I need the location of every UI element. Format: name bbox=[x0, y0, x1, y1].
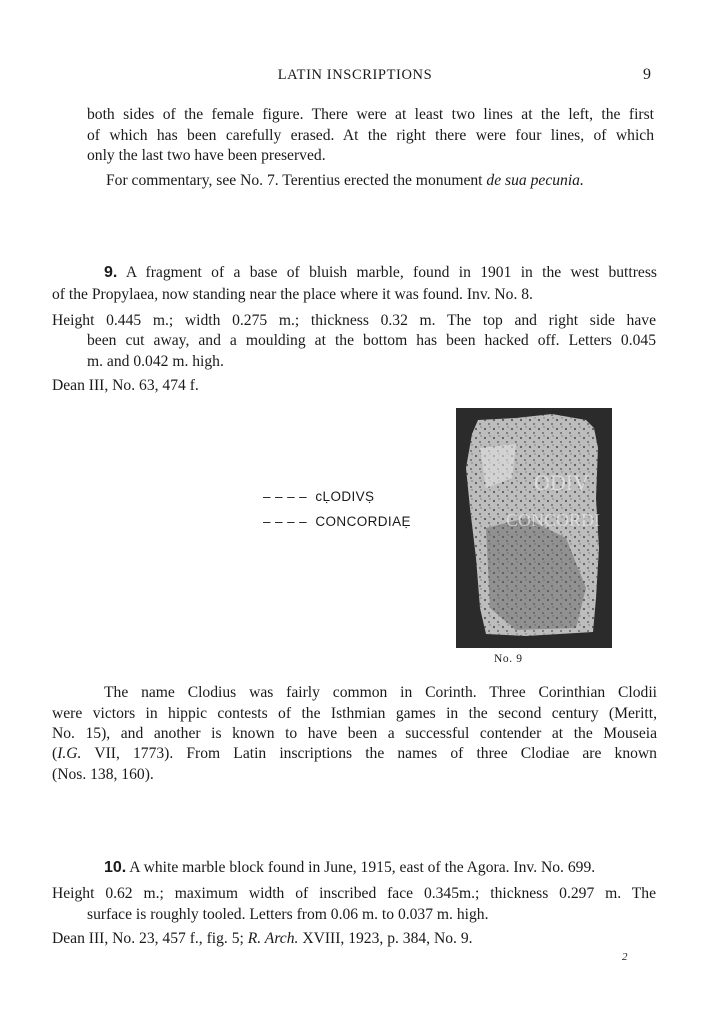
svg-text:CONCORDI: CONCORDI bbox=[506, 510, 601, 530]
entry-9-description-cont: of the Propylaea, now standing near the place where it was found. Inv. No. 8. bbox=[52, 286, 533, 303]
commentary-ig-abbrev: I.G. bbox=[57, 745, 82, 762]
svg-text:ODIV: ODIV bbox=[534, 470, 589, 495]
fragment-photograph bbox=[456, 408, 612, 648]
figure-caption: No. 9 bbox=[494, 653, 523, 665]
commentary-line: (Nos. 138, 160). bbox=[52, 766, 154, 783]
entry-10-dimensions: surface is roughly tooled. Letters from 0.06 m. to 0.037 m. high. bbox=[87, 906, 489, 923]
entry-9-dimensions: m. and 0.042 m. high. bbox=[87, 353, 224, 370]
inscription-line-2: – – – – CONCORDIAẸ bbox=[263, 514, 411, 529]
entry-10-bibliography bbox=[52, 929, 473, 950]
entry-number: 10. bbox=[104, 859, 127, 876]
description-text: A fragment of a base of bluish marble, found in 1901 in the west buttress bbox=[125, 264, 657, 281]
page-number: 9 bbox=[643, 66, 651, 83]
commentary-text: For commentary, see No. 7. Terentius erected the monument bbox=[106, 172, 487, 189]
commentary-italic: de sua pecunia. bbox=[486, 172, 584, 189]
commentary-line: The name Clodius was fairly common in Corinth. Three Corinthian Clodii bbox=[104, 684, 657, 701]
bibliography-text: XVIII, 1923, p. 384, No. 9. bbox=[298, 930, 473, 947]
commentary-line: No. 15), and another is known to have been a successful contender at the Mouseia bbox=[52, 725, 657, 742]
carryover-line: only the last two have been preserved. bbox=[87, 147, 326, 164]
marble-fragment-image bbox=[456, 408, 612, 648]
carryover-line: both sides of the female figure. There were at least two lines at the left, the first bbox=[87, 106, 654, 123]
bibliography-text: Dean III, No. 23, 457 f., fig. 5; bbox=[52, 930, 248, 947]
entry-9-bibliography: Dean III, No. 63, 474 f. bbox=[52, 377, 199, 394]
entry-10-description bbox=[104, 858, 595, 879]
inscription-line-1: – – – – cḶODIVṢ bbox=[263, 489, 375, 504]
commentary-line: were victors in hippic contests of the Isthmian games in the second century (Meritt, bbox=[52, 705, 657, 722]
entry-9-description bbox=[104, 263, 657, 284]
commentary-text: VII, 1773). From Latin inscriptions the names of three Clodiae are known bbox=[94, 745, 657, 762]
running-header: LATIN INSCRIPTIONS bbox=[277, 67, 433, 83]
entry-10-dimensions: Height 0.62 m.; maximum width of inscribed face 0.345m.; thickness 0.297 m. The bbox=[52, 885, 656, 902]
description-text: A white marble block found in June, 1915, east of the Agora. Inv. No. 699. bbox=[129, 859, 596, 876]
entry-9-dimensions: Height 0.445 m.; width 0.275 m.; thickness 0.32 m. The top and right side have bbox=[52, 312, 656, 329]
carryover-commentary bbox=[106, 171, 584, 192]
signature-mark: 2 bbox=[622, 951, 628, 963]
carryover-line: of which has been carefully erased. At the right there were four lines, of which bbox=[87, 127, 654, 144]
bibliography-italic: R. Arch. bbox=[247, 930, 299, 947]
entry-number: 9. bbox=[104, 264, 118, 281]
entry-9-dimensions: been cut away, and a moulding at the bottom has been hacked off. Letters 0.045 bbox=[87, 332, 656, 349]
commentary-line: (I.G. VII, 1773). From Latin inscriptions the names of three Clodiae are known bbox=[52, 745, 657, 762]
